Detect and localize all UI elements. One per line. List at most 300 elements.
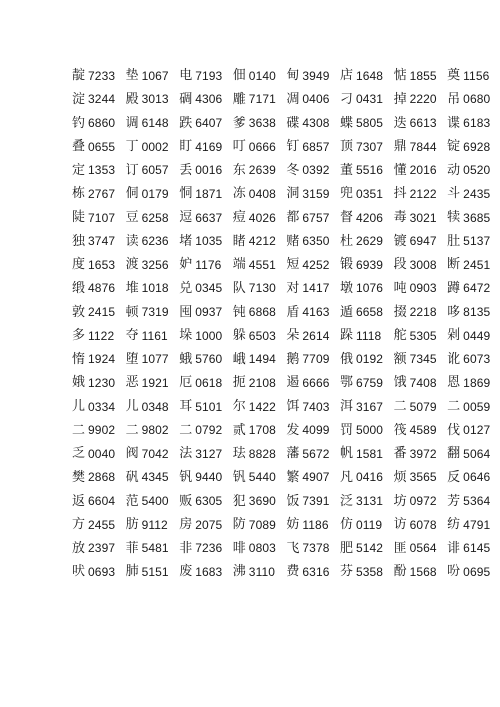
char-code-entry bbox=[340, 418, 394, 442]
telegraph-code: 5305 bbox=[409, 328, 437, 343]
telegraph-code: 6613 bbox=[409, 116, 437, 131]
char-code-entry bbox=[394, 229, 448, 253]
char-code-entry bbox=[286, 277, 340, 301]
char-code-entry bbox=[179, 64, 233, 88]
telegraph-code: 1076 bbox=[355, 281, 384, 296]
char-code-entry bbox=[447, 418, 500, 442]
chinese-character: 对 bbox=[286, 280, 300, 296]
chinese-character: 法 bbox=[179, 446, 193, 462]
char-code-entry bbox=[394, 395, 448, 419]
char-code-entry bbox=[72, 489, 126, 513]
char-code-entry bbox=[126, 418, 180, 442]
chinese-character: 抖 bbox=[393, 186, 407, 202]
char-code-entry bbox=[179, 442, 233, 466]
char-code-entry bbox=[72, 418, 126, 442]
telegraph-code: 2629 bbox=[355, 234, 384, 249]
telegraph-code: 6637 bbox=[195, 210, 223, 225]
telegraph-code: 6860 bbox=[88, 116, 116, 131]
char-code-entry bbox=[340, 135, 394, 159]
chinese-character: 肚 bbox=[447, 233, 461, 249]
char-code-entry bbox=[179, 537, 233, 561]
chinese-character: 靛 bbox=[72, 68, 86, 84]
char-code-entry bbox=[340, 466, 394, 490]
char-code-entry bbox=[179, 111, 233, 135]
telegraph-code: 0119 bbox=[355, 517, 383, 532]
char-code-entry bbox=[179, 206, 233, 230]
chinese-character: 淀 bbox=[72, 91, 86, 107]
char-code-entry bbox=[447, 560, 500, 584]
chinese-character: 钉 bbox=[286, 139, 300, 155]
char-code-entry bbox=[286, 537, 340, 561]
chinese-character: 繁 bbox=[286, 469, 300, 485]
telegraph-code: 6503 bbox=[248, 328, 276, 343]
telegraph-code: 4206 bbox=[355, 210, 384, 225]
chinese-character: 遁 bbox=[339, 304, 353, 320]
telegraph-code: 6236 bbox=[141, 234, 169, 249]
telegraph-code: 4551 bbox=[248, 257, 276, 272]
chinese-character: 懂 bbox=[393, 162, 407, 178]
char-code-entry bbox=[286, 371, 340, 395]
char-code-entry bbox=[286, 395, 340, 419]
chinese-character: 阀 bbox=[125, 446, 139, 462]
chinese-character: 爹 bbox=[232, 115, 246, 131]
chinese-character: 扼 bbox=[232, 375, 246, 391]
char-code-entry bbox=[286, 182, 340, 206]
telegraph-code: 2016 bbox=[409, 163, 437, 178]
char-code-entry bbox=[179, 182, 233, 206]
character-code-table bbox=[72, 64, 500, 584]
char-code-entry bbox=[394, 489, 448, 513]
char-code-entry bbox=[72, 395, 126, 419]
telegraph-code: 4306 bbox=[195, 92, 223, 107]
char-code-entry bbox=[233, 418, 287, 442]
chinese-character: 度 bbox=[72, 257, 86, 273]
telegraph-code: 2435 bbox=[463, 186, 491, 201]
chinese-character: 矾 bbox=[125, 469, 139, 485]
char-code-entry bbox=[126, 300, 180, 324]
char-code-entry bbox=[394, 300, 448, 324]
telegraph-code: 3013 bbox=[141, 92, 169, 107]
telegraph-code: 6928 bbox=[463, 139, 491, 154]
telegraph-code: 6857 bbox=[302, 139, 330, 154]
char-code-entry bbox=[233, 489, 287, 513]
telegraph-code: 7403 bbox=[302, 399, 330, 414]
chinese-character: 多 bbox=[72, 328, 86, 344]
telegraph-code: 0406 bbox=[302, 92, 330, 107]
telegraph-code: 1230 bbox=[88, 375, 116, 390]
chinese-character: 掉 bbox=[393, 91, 407, 107]
telegraph-code: 1869 bbox=[463, 375, 491, 390]
telegraph-code: 2122 bbox=[409, 186, 437, 201]
chinese-character: 二 bbox=[447, 399, 461, 415]
telegraph-code: 4345 bbox=[141, 470, 169, 485]
telegraph-code: 5400 bbox=[141, 494, 169, 509]
telegraph-code: 1018 bbox=[141, 281, 169, 296]
telegraph-code: 2455 bbox=[88, 517, 116, 532]
char-code-entry bbox=[126, 88, 180, 112]
telegraph-code: 7171 bbox=[248, 92, 276, 107]
chinese-character: 范 bbox=[125, 493, 139, 509]
char-code-entry bbox=[286, 560, 340, 584]
telegraph-code: 6604 bbox=[88, 494, 116, 509]
chinese-character: 迭 bbox=[393, 115, 407, 131]
telegraph-code: 7844 bbox=[409, 139, 437, 154]
chinese-character: 堵 bbox=[179, 233, 193, 249]
chinese-character: 筏 bbox=[393, 422, 407, 438]
chinese-character: 顿 bbox=[125, 304, 139, 320]
char-code-entry bbox=[72, 324, 126, 348]
telegraph-code: 4212 bbox=[248, 234, 276, 249]
chinese-character: 恶 bbox=[125, 375, 139, 391]
char-code-entry bbox=[286, 300, 340, 324]
telegraph-code: 0334 bbox=[88, 399, 116, 414]
chinese-character: 贩 bbox=[179, 493, 193, 509]
telegraph-code: 2415 bbox=[88, 305, 116, 320]
telegraph-code: 6666 bbox=[302, 375, 330, 390]
telegraph-code: 0040 bbox=[88, 446, 116, 461]
telegraph-code: 3127 bbox=[195, 446, 223, 461]
telegraph-code: 7089 bbox=[248, 517, 276, 532]
chinese-character: 段 bbox=[393, 257, 407, 273]
chinese-character: 烦 bbox=[393, 469, 407, 485]
telegraph-code: 6757 bbox=[302, 210, 330, 225]
telegraph-code: 1924 bbox=[88, 352, 116, 367]
chinese-character: 刁 bbox=[339, 91, 353, 107]
char-code-entry bbox=[394, 537, 448, 561]
chinese-character: 丁 bbox=[125, 139, 139, 155]
telegraph-code: 5481 bbox=[141, 541, 169, 556]
telegraph-code: 5760 bbox=[195, 352, 223, 367]
char-code-entry bbox=[286, 253, 340, 277]
char-code-entry bbox=[394, 135, 448, 159]
char-code-entry bbox=[340, 537, 394, 561]
chinese-character: 匪 bbox=[393, 540, 407, 556]
chinese-character: 断 bbox=[447, 257, 461, 273]
char-code-entry bbox=[126, 348, 180, 372]
chinese-character: 订 bbox=[125, 162, 139, 178]
char-code-entry bbox=[233, 371, 287, 395]
char-code-entry bbox=[340, 229, 394, 253]
char-code-entry bbox=[233, 537, 287, 561]
telegraph-code: 6057 bbox=[141, 163, 169, 178]
chinese-character: 贰 bbox=[232, 422, 246, 438]
telegraph-code: 0803 bbox=[248, 541, 276, 556]
chinese-character: 蹲 bbox=[447, 280, 461, 296]
telegraph-code: 6145 bbox=[463, 541, 491, 556]
chinese-character: 东 bbox=[232, 162, 246, 178]
char-code-entry bbox=[72, 182, 126, 206]
chinese-character: 锻 bbox=[339, 257, 353, 273]
char-code-entry bbox=[126, 513, 180, 537]
char-code-entry bbox=[233, 159, 287, 183]
chinese-character: 斗 bbox=[447, 186, 461, 202]
telegraph-code: 0449 bbox=[463, 328, 491, 343]
chinese-character: 吩 bbox=[447, 564, 461, 580]
chinese-character: 犊 bbox=[447, 210, 461, 226]
char-code-entry bbox=[126, 206, 180, 230]
chinese-character: 佃 bbox=[232, 68, 246, 84]
telegraph-code: 2767 bbox=[88, 186, 116, 201]
chinese-character: 二 bbox=[72, 422, 86, 438]
telegraph-code: 2220 bbox=[409, 92, 437, 107]
telegraph-code: 2639 bbox=[248, 163, 276, 178]
char-code-entry bbox=[72, 64, 126, 88]
char-code-entry bbox=[286, 88, 340, 112]
telegraph-code: 0564 bbox=[409, 541, 437, 556]
chinese-character: 都 bbox=[286, 210, 300, 226]
telegraph-code: 0903 bbox=[409, 281, 437, 296]
char-code-entry bbox=[340, 182, 394, 206]
char-code-entry bbox=[286, 489, 340, 513]
telegraph-code: 6472 bbox=[463, 281, 491, 296]
char-code-entry bbox=[394, 442, 448, 466]
telegraph-code: 6350 bbox=[302, 234, 330, 249]
chinese-character: 垛 bbox=[179, 328, 193, 344]
chinese-character: 督 bbox=[339, 210, 353, 226]
telegraph-code: 6759 bbox=[355, 375, 384, 390]
char-code-entry bbox=[447, 300, 500, 324]
char-code-entry bbox=[394, 513, 448, 537]
chinese-character: 冬 bbox=[286, 162, 300, 178]
chinese-character: 钒 bbox=[232, 469, 246, 485]
char-code-entry bbox=[72, 371, 126, 395]
telegraph-code: 6148 bbox=[141, 116, 169, 131]
char-code-entry bbox=[447, 371, 500, 395]
telegraph-code: 7193 bbox=[195, 68, 223, 83]
char-code-entry bbox=[340, 253, 394, 277]
chinese-character: 访 bbox=[393, 517, 407, 533]
telegraph-code: 1353 bbox=[88, 163, 116, 178]
telegraph-code: 7391 bbox=[302, 494, 330, 509]
chinese-character: 妨 bbox=[286, 517, 300, 533]
telegraph-code: 3110 bbox=[248, 564, 276, 579]
telegraph-code: 9440 bbox=[195, 470, 223, 485]
chinese-character: 敦 bbox=[72, 304, 86, 320]
telegraph-code: 6407 bbox=[195, 116, 223, 131]
chinese-character: 兑 bbox=[179, 280, 193, 296]
chinese-character: 奠 bbox=[447, 68, 461, 84]
telegraph-code: 6183 bbox=[463, 116, 491, 131]
chinese-character: 队 bbox=[232, 280, 246, 296]
char-code-entry bbox=[72, 300, 126, 324]
chinese-character: 饿 bbox=[393, 375, 407, 391]
char-code-entry bbox=[394, 277, 448, 301]
chinese-character: 樊 bbox=[72, 469, 86, 485]
telegraph-code: 7130 bbox=[248, 281, 276, 296]
char-code-entry bbox=[126, 442, 180, 466]
char-code-entry bbox=[340, 348, 394, 372]
telegraph-code: 8828 bbox=[248, 446, 276, 461]
chinese-character: 非 bbox=[179, 540, 193, 556]
telegraph-code: 2614 bbox=[302, 328, 330, 343]
telegraph-code: 7378 bbox=[302, 541, 330, 556]
telegraph-code: 2451 bbox=[463, 257, 491, 272]
char-code-entry bbox=[179, 135, 233, 159]
char-code-entry bbox=[126, 489, 180, 513]
chinese-character: 飞 bbox=[286, 540, 300, 556]
char-code-entry bbox=[126, 466, 180, 490]
telegraph-code: 5805 bbox=[355, 116, 384, 131]
char-code-entry bbox=[72, 277, 126, 301]
telegraph-code: 3244 bbox=[88, 92, 116, 107]
char-code-entry bbox=[286, 159, 340, 183]
chinese-character: 渡 bbox=[125, 257, 139, 273]
char-code-entry bbox=[126, 64, 180, 88]
chinese-character: 蛾 bbox=[179, 351, 193, 367]
telegraph-code: 0666 bbox=[248, 139, 276, 154]
telegraph-code: 1035 bbox=[195, 234, 223, 249]
telegraph-code: 7236 bbox=[195, 541, 223, 556]
chinese-character: 芬 bbox=[339, 564, 353, 580]
telegraph-code: 0127 bbox=[463, 423, 491, 438]
chinese-character: 翻 bbox=[447, 446, 461, 462]
chinese-character: 吠 bbox=[72, 564, 86, 580]
chinese-character: 凋 bbox=[286, 91, 300, 107]
telegraph-code: 5358 bbox=[355, 564, 384, 579]
telegraph-code: 0140 bbox=[248, 68, 276, 83]
telegraph-code: 3690 bbox=[248, 494, 276, 509]
telegraph-code: 6658 bbox=[355, 305, 384, 320]
telegraph-code: 0016 bbox=[195, 163, 223, 178]
chinese-character: 二 bbox=[125, 422, 139, 438]
chinese-character: 赌 bbox=[286, 233, 300, 249]
char-code-entry bbox=[340, 64, 394, 88]
telegraph-code: 5101 bbox=[195, 399, 223, 414]
char-code-entry bbox=[233, 206, 287, 230]
char-code-entry bbox=[447, 182, 500, 206]
chinese-character: 肺 bbox=[125, 564, 139, 580]
chinese-character: 定 bbox=[72, 162, 86, 178]
telegraph-code: 0192 bbox=[355, 352, 384, 367]
telegraph-code: 0655 bbox=[88, 139, 116, 154]
chinese-character: 反 bbox=[447, 469, 461, 485]
chinese-character: 吨 bbox=[393, 280, 407, 296]
char-code-entry bbox=[233, 395, 287, 419]
char-code-entry bbox=[126, 324, 180, 348]
chinese-character: 哆 bbox=[447, 304, 461, 320]
chinese-character: 肥 bbox=[339, 540, 353, 556]
chinese-character: 沸 bbox=[232, 564, 246, 580]
chinese-character: 额 bbox=[393, 351, 407, 367]
telegraph-code: 1921 bbox=[141, 375, 169, 390]
telegraph-code: 0416 bbox=[355, 470, 384, 485]
char-code-entry bbox=[340, 560, 394, 584]
telegraph-code: 0646 bbox=[463, 470, 491, 485]
chinese-character: 垫 bbox=[125, 68, 139, 84]
telegraph-code: 5364 bbox=[463, 494, 491, 509]
char-code-entry bbox=[233, 442, 287, 466]
char-code-entry bbox=[179, 513, 233, 537]
chinese-character: 痘 bbox=[232, 210, 246, 226]
char-code-entry bbox=[394, 88, 448, 112]
char-code-entry bbox=[233, 466, 287, 490]
chinese-character: 董 bbox=[339, 162, 353, 178]
char-code-entry bbox=[286, 64, 340, 88]
char-code-entry bbox=[340, 159, 394, 183]
chinese-character: 防 bbox=[232, 517, 246, 533]
telegraph-code: 6258 bbox=[141, 210, 169, 225]
telegraph-code: 0408 bbox=[248, 186, 276, 201]
char-code-entry bbox=[286, 466, 340, 490]
telegraph-code: 5137 bbox=[463, 234, 491, 249]
char-code-entry bbox=[340, 324, 394, 348]
char-code-entry bbox=[447, 348, 500, 372]
char-code-entry bbox=[126, 277, 180, 301]
char-code-entry bbox=[447, 395, 500, 419]
telegraph-code: 1494 bbox=[248, 352, 276, 367]
char-code-entry bbox=[179, 395, 233, 419]
telegraph-code: 7042 bbox=[141, 446, 169, 461]
chinese-character: 电 bbox=[179, 68, 193, 84]
char-code-entry bbox=[340, 371, 394, 395]
chinese-character: 逗 bbox=[179, 210, 193, 226]
telegraph-code: 7408 bbox=[409, 375, 437, 390]
telegraph-code: 2868 bbox=[88, 470, 116, 485]
char-code-entry bbox=[233, 348, 287, 372]
chinese-character: 栋 bbox=[72, 186, 86, 202]
chinese-character: 俄 bbox=[339, 351, 353, 367]
telegraph-code: 5151 bbox=[141, 564, 169, 579]
char-code-entry bbox=[233, 135, 287, 159]
char-code-entry bbox=[394, 371, 448, 395]
chinese-character: 兜 bbox=[339, 186, 353, 202]
char-code-entry bbox=[394, 253, 448, 277]
telegraph-code: 1417 bbox=[302, 281, 330, 296]
chinese-character: 峨 bbox=[232, 351, 246, 367]
telegraph-code: 1122 bbox=[88, 328, 115, 343]
chinese-character: 叮 bbox=[232, 139, 246, 155]
char-code-entry bbox=[179, 489, 233, 513]
telegraph-code: 3167 bbox=[355, 399, 384, 414]
char-code-entry bbox=[340, 111, 394, 135]
telegraph-code: 3565 bbox=[409, 470, 437, 485]
char-code-entry bbox=[286, 418, 340, 442]
telegraph-code: 3131 bbox=[355, 494, 384, 509]
chinese-character: 发 bbox=[286, 422, 300, 438]
telegraph-code: 1000 bbox=[195, 328, 223, 343]
telegraph-code: 0351 bbox=[355, 186, 384, 201]
char-code-entry bbox=[72, 466, 126, 490]
char-code-entry bbox=[340, 300, 394, 324]
chinese-character: 杜 bbox=[339, 233, 353, 249]
char-code-entry bbox=[72, 88, 126, 112]
char-code-entry bbox=[447, 537, 500, 561]
char-code-entry bbox=[126, 560, 180, 584]
chinese-character: 顶 bbox=[339, 139, 353, 155]
chinese-character: 囤 bbox=[179, 304, 193, 320]
char-code-entry bbox=[286, 442, 340, 466]
char-code-entry bbox=[340, 88, 394, 112]
char-code-entry bbox=[72, 253, 126, 277]
chinese-character: 钝 bbox=[232, 304, 246, 320]
telegraph-code: 4026 bbox=[248, 210, 276, 225]
telegraph-code: 1422 bbox=[248, 399, 276, 414]
char-code-entry bbox=[72, 111, 126, 135]
chinese-character: 饭 bbox=[286, 493, 300, 509]
telegraph-code: 1871 bbox=[195, 186, 223, 201]
char-code-entry bbox=[340, 277, 394, 301]
chinese-character: 菲 bbox=[125, 540, 139, 556]
char-code-entry bbox=[394, 324, 448, 348]
chinese-character: 店 bbox=[339, 68, 353, 84]
char-code-entry bbox=[447, 64, 500, 88]
telegraph-code: 6078 bbox=[409, 517, 437, 532]
chinese-character: 珐 bbox=[232, 446, 246, 462]
telegraph-code: 4589 bbox=[409, 423, 437, 438]
telegraph-code: 5000 bbox=[355, 423, 384, 438]
chinese-character: 舵 bbox=[393, 328, 407, 344]
chinese-character: 乏 bbox=[72, 446, 86, 462]
